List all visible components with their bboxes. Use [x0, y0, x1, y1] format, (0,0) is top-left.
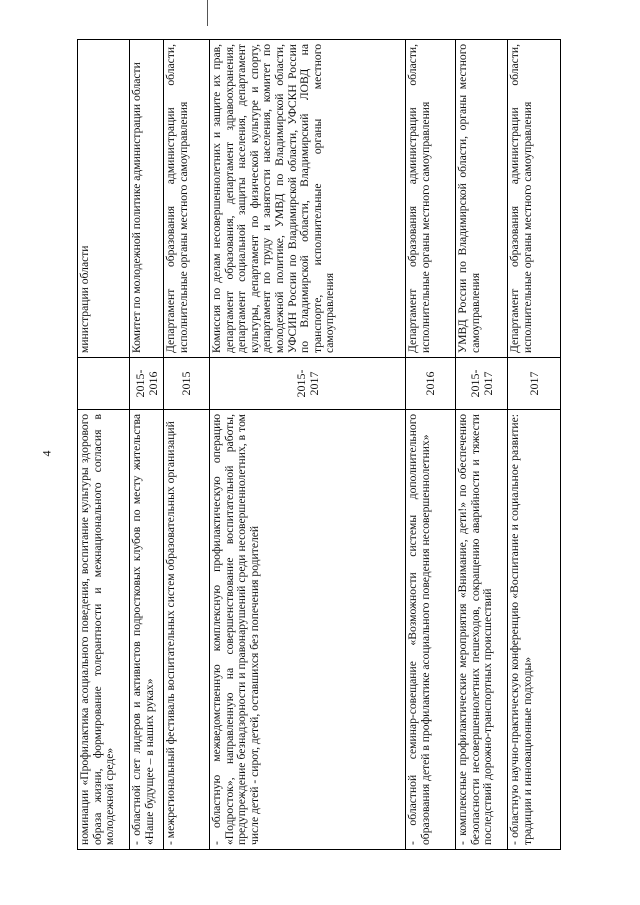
responsible-cell: Комиссия по делам несовершеннолетних и защите их прав, департамент образования, департамент здравоохранения, департамент социальной защиты населения, департамент культуры, департамент по физической культуре и спорту, департамент по труду и занятости населения, комитет по молодежной политике, УМВД по Владимирской области, УФСИН России по Владимирской области, УФСКН России по Владимирской области, Владимирский ЛОВД на транспорте, исполнительные органы местного самоуправления	[210, 40, 406, 358]
years-cell: 2016	[406, 358, 456, 410]
table-row	[406, 40, 456, 850]
table-row	[456, 40, 508, 850]
years-cell: 2015-2016	[130, 358, 164, 410]
responsible-cell: Департамент образования администрации области, исполнительные органы местного самоуправления	[508, 40, 561, 358]
table-row	[130, 40, 164, 850]
event-cell: - областную межведомственную комплексную профилактическую операцию «Подросток», направленную на совершенствование воспитательной работы, предупреждение безнадзорности и правонарушений среди несовершеннолетних, в том числе детей - сирот, детей, оставшихся без попечения родителей	[210, 410, 406, 850]
table-row	[164, 40, 210, 850]
responsible-cell: УМВД России по Владимирской области, органы местного самоуправления	[456, 40, 508, 358]
years-cell: 2015-2017	[456, 358, 508, 410]
event-cell: номинации «Профилактика асоциального поведения, воспитание культуры здорового образа жизни, формирование толерантности и межнационального согласия в молодежной среде»	[78, 410, 130, 850]
responsible-cell: Департамент образования администрации области, исполнительные органы местного самоуправления	[406, 40, 456, 358]
page-number: 4	[39, 450, 54, 457]
responsible-cell: Департамент образования администрации области, исполнительные органы местного самоуправления	[164, 40, 210, 358]
event-cell: - комплексные профилактические мероприятия «Внимание, дети!» по обеспечению безопасности несовершеннолетних пешеходов, сокращению аварийности и тяжести последствий дорожно-транспортных происшествий	[456, 410, 508, 850]
table-row	[210, 40, 406, 850]
event-cell: - областной слет лидеров и активистов подростковых клубов по месту жительства «Наше будущее – в наших руках»	[130, 410, 164, 850]
measures-table	[77, 39, 561, 850]
responsible-cell: Комитет по молодежной политике администрации области	[130, 40, 164, 358]
event-cell: - межрегиональный фестиваль воспитательных систем образовательных организаций	[164, 410, 210, 850]
table-row	[78, 40, 130, 850]
event-cell: - областной семинар-совещание «Возможности системы дополнительного образования детей в профилактике асоциального поведения несовершеннолетних»	[406, 410, 456, 850]
event-cell: - областную научно-практическую конференцию «Воспитание и социальное развитие: традиции и инновационные подходы»	[508, 410, 561, 850]
years-cell: 2015-2017	[210, 358, 406, 410]
rotated-table-container	[77, 40, 560, 850]
years-cell: 2015	[164, 358, 210, 410]
years-cell	[78, 358, 130, 410]
table-row	[508, 40, 561, 850]
years-cell: 2017	[508, 358, 561, 410]
responsible-cell: министрации области	[78, 40, 130, 358]
scan-artifact-line	[207, 0, 208, 26]
